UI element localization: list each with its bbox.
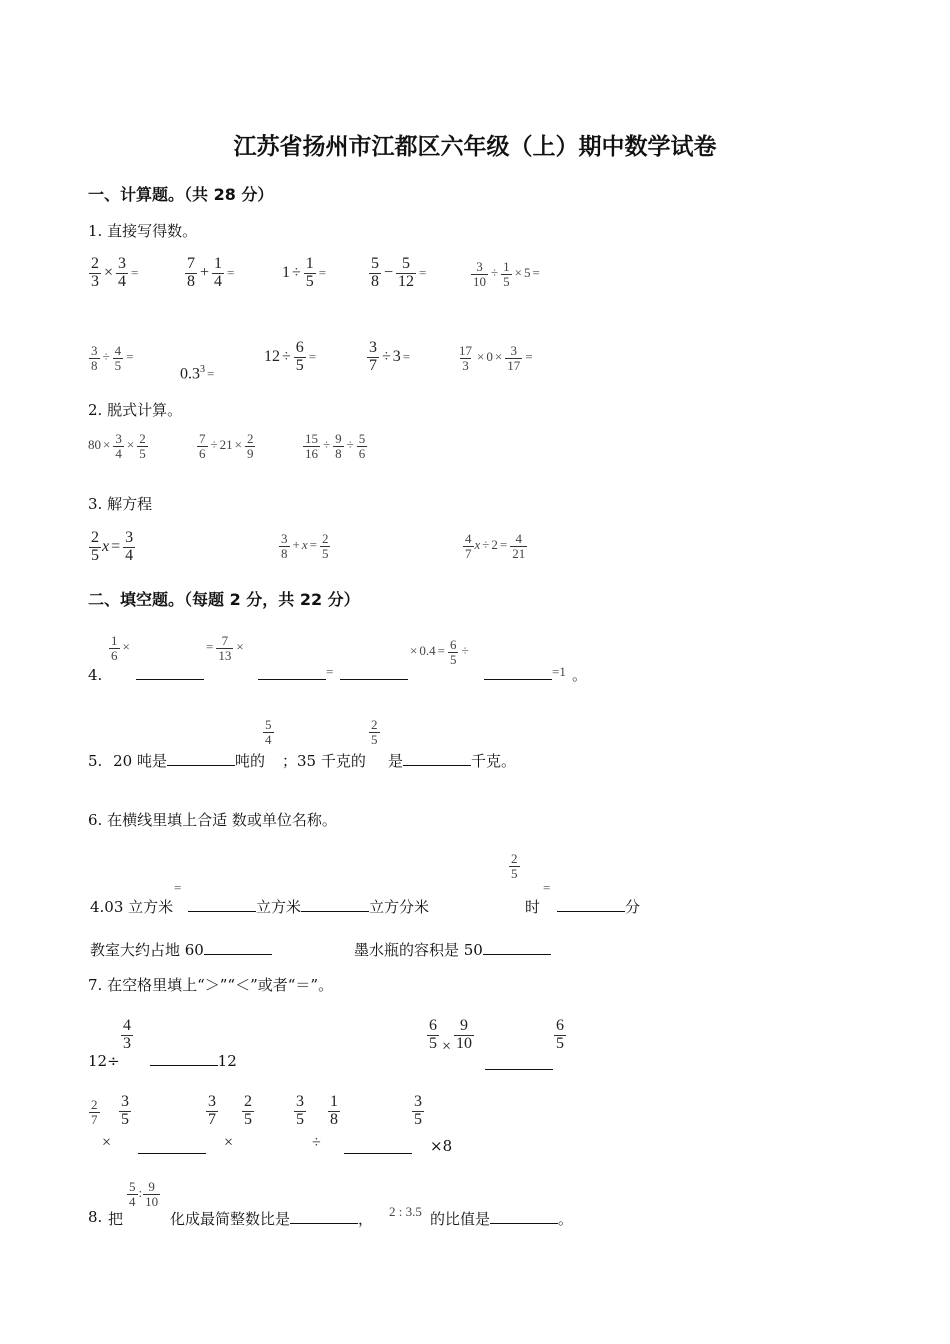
q6-unit-2: 立方分米 <box>369 898 430 916</box>
q7d-left-b: $\frac{1}{8}$ <box>330 1093 338 1128</box>
q8-text-5: 。 <box>558 1210 574 1228</box>
q6-line-a-left: 4.03 立方米 <box>90 898 174 916</box>
q5-text-4: 是 <box>388 752 404 770</box>
q7c-right-a: $\frac{3}{7}$ <box>208 1093 216 1128</box>
q6-text-c2: 墨水瓶的容积是 50 <box>354 941 483 959</box>
q4-blank-3[interactable] <box>340 665 408 684</box>
question-1-label: 1. 直接写得数。 <box>88 222 198 240</box>
expr-1a: $\frac{2}{3}$ × $\frac{3}{4}$ = <box>91 255 139 290</box>
question-3-label: 3. 解方程 <box>88 495 153 513</box>
equation-3b: $\frac{3}{8}$ + x = $\frac{2}{5}$ <box>281 531 329 561</box>
q5-tail <box>388 750 516 771</box>
question-4-number: 4. <box>88 666 103 684</box>
q8-text-4: 的比值是 <box>430 1210 491 1228</box>
q7b-blank[interactable] <box>485 1055 553 1074</box>
q8-number: 8. <box>88 1208 103 1226</box>
q7a-right: 12 <box>217 1052 237 1070</box>
q7c-left: $\frac{2}{7}$ <box>91 1097 98 1127</box>
q6-line-a <box>188 896 429 917</box>
q6-blank-1[interactable] <box>188 897 256 912</box>
q8-text-2: 化成最简整数比是 <box>170 1210 291 1228</box>
q4-part-c: × 0.4 = $\frac{6}{5}$ ÷ <box>410 637 469 667</box>
q4-blank-1[interactable] <box>136 665 204 684</box>
q8-tail <box>430 1208 573 1229</box>
q5-text-3: ；35 千克的 <box>282 752 366 770</box>
q6-unit-3: 分 <box>625 898 641 916</box>
expr-1e: $\frac{3}{10}$ ÷ $\frac{1}{5}$ × 5 = <box>473 259 540 289</box>
q6-line-b <box>557 896 640 917</box>
q8-blank-2[interactable] <box>490 1209 558 1224</box>
q5-text-1: 20 吨是 <box>113 752 167 770</box>
q5-fraction-a: $\frac{5}{4}$ <box>265 717 272 747</box>
q6-text-c1: 教室大约占地 60 <box>90 941 204 959</box>
q6-fraction: $\frac{2}{5}$ <box>511 851 518 881</box>
q6-unit-1: 立方米 <box>256 898 302 916</box>
q7a-fraction: $\frac{4}{3}$ <box>123 1017 131 1052</box>
q6-hour-label: 时 <box>525 898 541 916</box>
q7c-blank[interactable] <box>138 1139 206 1158</box>
q7d-divide: ÷ <box>312 1134 321 1151</box>
q4-blank-2[interactable] <box>258 665 326 684</box>
q8-text-group <box>170 1208 373 1229</box>
q6-blank-2[interactable] <box>301 897 369 912</box>
q5-text-2: 吨的 <box>234 752 265 770</box>
q7c-fraction: $\frac{3}{5}$ <box>121 1093 129 1128</box>
q4-equals: = <box>326 664 334 679</box>
question-7-label: 7. 在空格里填上“＞”“＜”或者“＝”。 <box>88 976 334 994</box>
q7d-times-8: ×8 <box>430 1137 453 1155</box>
equation-3c: $\frac{4}{7}$ x ÷ 2 = $\frac{4}{21}$ <box>465 531 526 561</box>
q5-text-5: 千克。 <box>471 752 517 770</box>
expr-1i: $\frac{3}{7}$ ÷ 3 = <box>369 339 411 374</box>
q4-end: =1 <box>552 664 566 679</box>
q6-blank-3[interactable] <box>557 897 625 912</box>
q7b-right: $\frac{6}{5}$ <box>556 1017 564 1052</box>
q6-blank-5[interactable] <box>483 940 551 955</box>
page-title: 江苏省扬州市江都区六年级（上）期中数学试卷 <box>233 134 717 160</box>
q5-fraction-b: $\frac{2}{5}$ <box>371 717 378 747</box>
section-1-heading: 一、计算题。（共 28 分） <box>88 185 274 204</box>
expr-1h: 12 ÷ $\frac{6}{5}$ = <box>264 339 317 374</box>
expr-1d: $\frac{5}{8}$ − $\frac{5}{12}$ = <box>371 255 427 290</box>
expr-2a: 80 × $\frac{3}{4}$ × $\frac{2}{5}$ <box>88 431 146 461</box>
q7a-blank[interactable] <box>150 1051 218 1066</box>
q7b-expression: $\frac{6}{5}$ × $\frac{9}{10}$ <box>429 1017 473 1055</box>
q7d-left-a: $\frac{3}{5}$ <box>296 1093 304 1128</box>
q7c-right-b: $\frac{2}{5}$ <box>244 1093 252 1128</box>
question-5 <box>88 750 265 771</box>
q7a-left: 12÷ <box>88 1052 120 1070</box>
q7d-right: $\frac{3}{5}$ <box>414 1093 422 1128</box>
q8-blank-1[interactable] <box>290 1209 358 1224</box>
expr-1b: $\frac{7}{8}$ + $\frac{1}{4}$ = <box>187 255 235 290</box>
expr-2b: $\frac{7}{6}$ ÷ 21 × $\frac{2}{9}$ <box>199 431 254 461</box>
q8-ratio: 2 : 3.5 <box>389 1204 422 1219</box>
q7c-times: × <box>102 1134 112 1151</box>
expr-2c: $\frac{15}{16}$ ÷ $\frac{9}{8}$ ÷ $\frac{5}{6}$ <box>305 431 366 461</box>
q8-ratio-fractions: $\frac{5}{4}$ : $\frac{9}{10}$ <box>129 1179 159 1209</box>
expr-1c: 1 ÷ $\frac{1}{5}$ = <box>282 255 327 290</box>
expr-1g: $0.3^3$ = <box>180 364 215 383</box>
q7a <box>88 1051 237 1070</box>
q8-text-3: ， <box>358 1210 374 1228</box>
q5-blank-1[interactable] <box>167 751 235 766</box>
q4-part-b: = $\frac{7}{13}$ × <box>206 633 244 663</box>
q5-number: 5. <box>88 752 103 770</box>
expr-1j: $\frac{17}{3}$ × 0 × $\frac{3}{17}$ = <box>459 343 533 373</box>
q6-equals-2: = <box>543 880 551 895</box>
question-6-label: 6. 在横线里填上合适 数或单位名称。 <box>88 811 337 829</box>
q6-equals-1: = <box>174 880 182 895</box>
question-2-label: 2. 脱式计算。 <box>88 401 183 419</box>
q4-period: 。 <box>572 666 588 684</box>
q6-blank-4[interactable] <box>204 940 272 955</box>
q6-line-d <box>354 939 551 960</box>
expr-1f: $\frac{3}{8}$ ÷ $\frac{4}{5}$ = <box>91 343 134 373</box>
q4-blank-4[interactable] <box>484 665 552 684</box>
q5-blank-2[interactable] <box>403 751 471 766</box>
q7c-times-2: × <box>224 1134 234 1151</box>
q7d-blank[interactable] <box>344 1139 412 1158</box>
equation-3a: $\frac{2}{5}$ x = $\frac{3}{4}$ <box>91 529 134 564</box>
q6-line-c <box>90 939 272 960</box>
q8-text-1: 把 <box>108 1210 124 1228</box>
section-2-heading: 二、填空题。（每题 2 分，共 22 分） <box>88 590 360 609</box>
q4-part-a: $\frac{1}{6}$ × <box>111 633 130 663</box>
